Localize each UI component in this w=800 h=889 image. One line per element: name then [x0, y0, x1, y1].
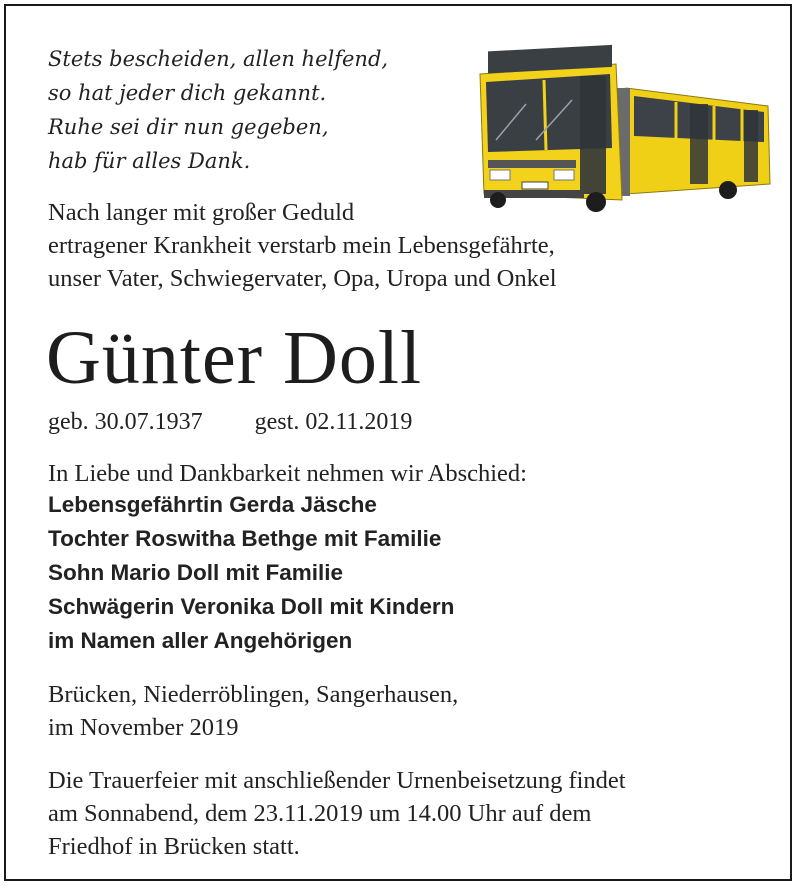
poem-line: hab für alles Dank. — [48, 149, 251, 173]
service-line: am Sonnabend, dem 23.11.2019 um 14.00 Uhr auf dem — [48, 800, 592, 827]
mourner: Schwägerin Veronika Doll mit Kindern — [48, 594, 455, 619]
poem — [48, 42, 388, 178]
mourners-list — [48, 488, 454, 658]
obituary-frame — [4, 4, 792, 881]
intro-line: unser Vater, Schwiegervater, Opa, Uropa und Onkel — [48, 265, 557, 292]
death-date: gest. 02.11.2019 — [254, 409, 413, 435]
poem-line: Stets bescheiden, allen helfend, — [48, 47, 389, 71]
poem-line: so hat jeder dich gekannt. — [48, 81, 327, 105]
mourner: Lebensgefährtin Gerda Jäsche — [48, 492, 377, 517]
place-line: Brücken, Niederröblingen, Sangerhausen, — [48, 681, 459, 708]
place-and-date — [48, 678, 458, 744]
mourner: Sohn Mario Doll mit Familie — [48, 560, 344, 585]
funeral-service-info — [48, 764, 626, 863]
deceased-name: Günter Doll — [46, 316, 423, 400]
intro-line: Nach langer mit großer Geduld — [48, 199, 355, 226]
birth-date: geb. 30.07.1937 — [48, 409, 203, 435]
place-line: im November 2019 — [48, 714, 239, 741]
life-dates — [48, 406, 412, 439]
intro-text — [48, 196, 557, 295]
bus-image — [476, 44, 776, 216]
poem-line: Ruhe sei dir nun gegeben, — [48, 115, 329, 139]
service-line: Die Trauerfeier mit anschließender Urnenbeisetzung findet — [48, 767, 626, 794]
intro-line: ertragener Krankheit verstarb mein Lebensgefährte, — [48, 232, 555, 259]
mourner: im Namen aller Angehörigen — [48, 628, 353, 653]
mourner: Tochter Roswitha Bethge mit Familie — [48, 526, 442, 551]
farewell-line: In Liebe und Dankbarkeit nehmen wir Abschied: — [48, 460, 527, 487]
service-line: Friedhof in Brücken statt. — [48, 833, 300, 860]
